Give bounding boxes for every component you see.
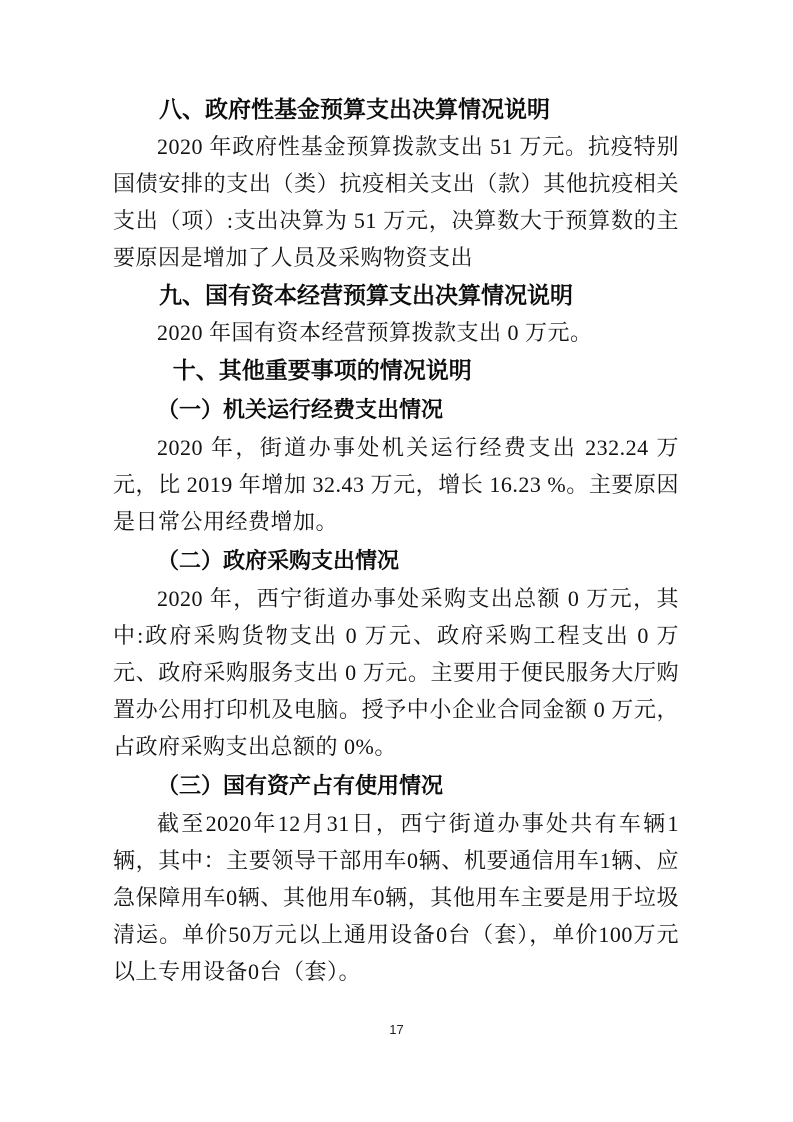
- section-heading-state-capital: 九、国有资本经营预算支出决算情况说明: [159, 282, 573, 308]
- body-paragraph-state-capital: 2020 年国有资本经营预算拨款支出 0 万元。: [157, 320, 593, 345]
- page-footer: [0, 1021, 793, 1039]
- section-heading-other-matters: 十、其他重要事项的情况说明: [172, 357, 472, 383]
- page-number: 17: [389, 1022, 404, 1037]
- body-paragraph-procurement: 2020 年，西宁街道办事处采购支出总额 0 万元，其中:政府采购货物支出 0 万元、政府采购工程支出 0 万元、政府采购服务支出 0 万元。主要用于便民服务大厅购置办公用打印机及电脑。授予中小企业合同金额 0 万元，占政府采购支出总额的 0%。: [113, 586, 679, 759]
- subsection-heading-procurement: （二）政府采购支出情况: [157, 548, 400, 573]
- document-content: [113, 90, 679, 990]
- body-paragraph-state-assets: 截至2020年12月31日，西宁街道办事处共有车辆1辆，其中：主要领导干部用车0辆、机要通信用车1辆、应急保障用车0辆、其他用车0辆，其他用车主要是用于垃圾清运。单价50万元以上通用设备0台（套），单价100万元以上专用设备0台（套）。: [113, 811, 679, 984]
- subsection-heading-operating-expenses: （一）机关运行经费支出情况: [157, 397, 444, 422]
- body-paragraph-fund-budget: 2020 年政府性基金预算拨款支出 51 万元。抗疫特别国债安排的支出（类）抗疫相关支出（款）其他抗疫相关支出（项）:支出决算为 51 万元，决算数大于预算数的主要原因是增加了人员及采购物资支出: [113, 134, 679, 270]
- subsection-heading-state-assets: （三）国有资产占有使用情况: [157, 773, 444, 798]
- section-heading-fund-budget: 八、政府性基金预算支出决算情况说明: [159, 96, 550, 122]
- body-paragraph-operating-expenses: 2020 年，街道办事处机关运行经费支出 232.24 万元，比 2019 年增加 32.43 万元，增长 16.23 %。主要原因是日常公用经费增加。: [113, 435, 679, 534]
